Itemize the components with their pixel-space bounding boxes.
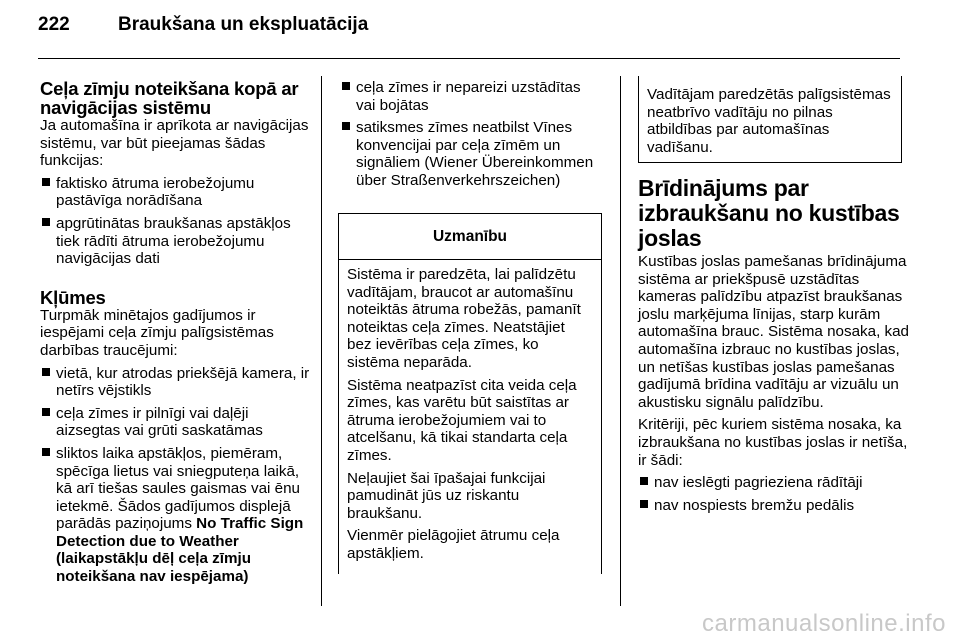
bullet-icon xyxy=(42,448,50,456)
bullet-icon xyxy=(640,500,648,508)
caution-paragraph: Vienmēr pielāgojiet ātrumu ceļa apstākļiem. xyxy=(347,527,560,562)
display-message: No Traffic Sign Detection due to Weather (laikapstākļu dēļ ceļa zīmju noteikšana nav iespējama) xyxy=(56,515,304,586)
section-title-navigation: Ceļa zīmju noteikšana kopā ar navigācijas sistēmu xyxy=(40,78,299,118)
bullet-icon xyxy=(342,82,350,90)
list-item: vietā, kur atrodas priekšējā kamera, ir netīrs vējstikls xyxy=(40,365,310,400)
list-item: nav nospiests bremžu pedālis xyxy=(638,497,910,515)
caution-paragraph: Sistēma neatpazīst cita veida ceļa zīmes, kas varētu būt saistītas ar ātruma ierobežojumiem vai to atcelšanu, kā tikai standarta ceļa zīmes. xyxy=(347,376,577,464)
fault-list xyxy=(40,365,310,586)
bullet-icon xyxy=(42,368,50,376)
section-intro: Turpmāk minētajos gadījumos ir iespējami ceļa zīmju palīgsistēmas darbības traucējumi: xyxy=(40,306,274,359)
caution-paragraph: Sistēma ir paredzēta, lai palīdzētu vadītājam, braucot ar automašīnu noteiktās ātruma robežās, pamanīt noteiktas ceļa zīmes. Neatstājiet bez ievērības ceļa zīmes, ko sistēma neparāda. xyxy=(347,266,581,371)
list-item: apgrūtinātas braukšanas apstākļos tiek rādīti ātruma ierobežojumu navigācijas dati xyxy=(40,215,310,268)
fault-list-continued xyxy=(340,79,602,190)
column-divider-1 xyxy=(321,76,322,606)
body-paragraph: Kustības joslas pamešanas brīdinājuma sistēma ar priekšpusē uzstādītas kameras palīdzību atpazīst braukšanas joslu marķējuma līnijas, starp kurām automašīna brauc. Sistēma nosaka, kad automašīna izbrauc no kustības joslas, un netīšas kustības joslas pamešanas gadījumā brīdina vadītāju ar vizuālu un akustisku signālu palīdzību. xyxy=(638,253,909,411)
page-title: Braukšana un ekspluatācija xyxy=(118,14,369,35)
page-number: 222 xyxy=(38,14,70,35)
body-paragraph: Kritēriji, pēc kuriem sistēma nosaka, ka izbraukšana no kustības joslas ir netīša, ir šādi: xyxy=(638,416,908,469)
watermark: carmanualsonline.info xyxy=(702,610,946,637)
responsibility-box xyxy=(638,76,902,163)
column-3 xyxy=(638,176,910,514)
section-title-lane-departure: Brīdinājums par izbraukšanu no kustības joslas xyxy=(638,175,900,251)
column-1 xyxy=(40,79,310,586)
column-divider-2 xyxy=(620,76,621,606)
bullet-icon xyxy=(342,122,350,130)
section-title-faults: Kļūmes xyxy=(40,286,106,308)
bullet-icon xyxy=(42,408,50,416)
section-intro: Ja automašīna ir aprīkota ar navigācijas sistēmu, var būt pieejamas šādas funkcijas: xyxy=(40,117,309,170)
caution-paragraph: Neļaujiet šai īpašajai funkcijai pamudināt jūs uz riskantu braukšanu. xyxy=(347,469,546,522)
list-item: satiksmes zīmes neatbilst Vīnes konvencijai par ceļa zīmēm un signāliem (Wiener Übereinkommen über Straßenverkehrszeichen) xyxy=(340,119,602,189)
list-item: ceļa zīmes ir nepareizi uzstādītas vai bojātas xyxy=(340,79,602,114)
list-item: ceļa zīmes ir pilnīgi vai daļēji aizsegtas vai grūti saskatāmas xyxy=(40,405,310,440)
bullet-icon xyxy=(42,218,50,226)
list-item: faktisko ātruma ierobežojumu pastāvīga norādīšana xyxy=(40,175,310,210)
feature-list xyxy=(40,175,310,268)
bullet-icon xyxy=(42,178,50,186)
criteria-list xyxy=(638,474,910,514)
caution-body xyxy=(339,260,601,563)
caution-box xyxy=(338,213,602,574)
caution-title: Uzmanību xyxy=(339,214,601,260)
list-item: sliktos laika apstākļos, piemēram, spēcīga lietus vai sniegputeņa laikā, kā arī tiešas saules gaismas vai ēnu ietekmē. Šādos gadījumos displejā parādās paziņojums No Traffic Sign Detection due to Weather (laikapstākļu dēļ ceļa zīmju noteikšana nav iespējama) xyxy=(40,445,310,586)
header-rule xyxy=(38,58,900,59)
column-2 xyxy=(340,79,602,190)
bullet-icon xyxy=(640,477,648,485)
responsibility-text: Vadītājam paredzētās palīgsistēmas neatbrīvo vadītāju no pilnas atbildības par automašīnas vadīšanu. xyxy=(647,86,891,156)
list-item: nav ieslēgti pagrieziena rādītāji xyxy=(638,474,910,492)
